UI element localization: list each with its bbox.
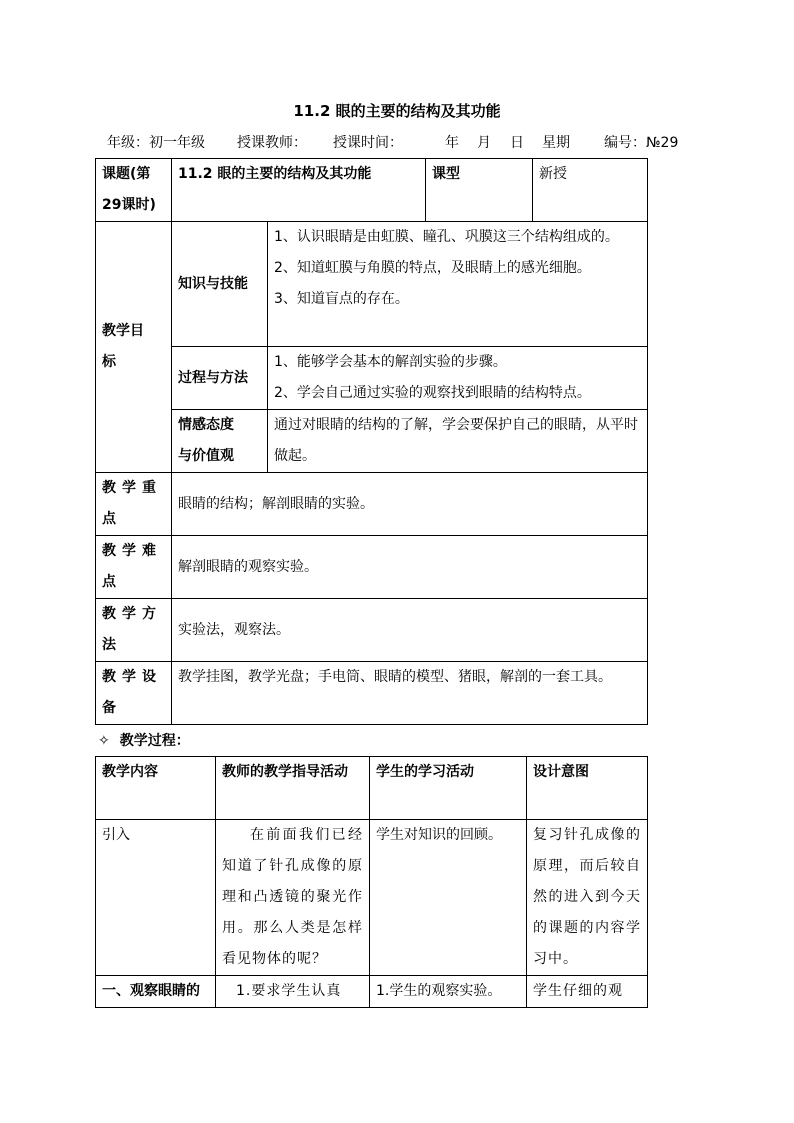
header-student: 学生的学习活动 <box>370 757 527 820</box>
type-label: 课型 <box>426 159 533 222</box>
grade: 年级：初一年级 <box>107 135 205 151</box>
lesson-info-table <box>95 158 648 725</box>
goals-label: 教学目标 <box>96 222 172 473</box>
difficulty-label: 教学难点 <box>96 536 172 599</box>
key-label: 教学重点 <box>96 473 172 536</box>
section-heading-text: 教学过程： <box>119 733 190 749</box>
header-teacher: 教师的教学指导活动 <box>216 757 370 820</box>
diamond-icon: ✧ <box>98 733 110 749</box>
topic-label: 课题(第29课时) <box>96 159 172 222</box>
page-title: 11.2 眼的主要的结构及其功能 <box>293 102 501 120</box>
month: 月 <box>477 135 491 151</box>
section-heading <box>98 730 190 750</box>
year: 年 <box>445 135 459 151</box>
teaching-process-table <box>95 756 648 1008</box>
knowledge-item: 2、知道虹膜与角膜的特点，及眼睛上的感光细胞。 <box>274 260 591 276</box>
topic-value: 11.2 眼的主要的结构及其功能 <box>172 159 426 222</box>
teacher: 授课教师： <box>237 135 307 151</box>
key-value: 眼睛的结构；解剖眼睛的实验。 <box>172 473 648 536</box>
emotion-label: 情感态度与价值观 <box>172 410 268 473</box>
knowledge-label: 知识与技能 <box>172 222 268 347</box>
row-student: 学生对知识的回顾。 <box>370 820 527 976</box>
day: 日 <box>510 135 524 151</box>
method-value: 实验法，观察法。 <box>172 599 648 662</box>
week: 星期 <box>542 135 570 151</box>
row-teacher: 在前面我们已经知道了针孔成像的原理和凸透镜的聚光作用。那么人类是怎样看见物体的呢？ <box>216 820 370 976</box>
knowledge-cell <box>268 222 648 347</box>
header-intent: 设计意图 <box>527 757 648 820</box>
process-item: 1、能够学会基本的解剖实验的步骤。 <box>274 354 507 370</box>
row-intent: 复习针孔成像的原理，而后较自然的进入到今天的课题的内容学习中。 <box>527 820 648 976</box>
row-content: 一、观察眼睛的 <box>96 976 216 1008</box>
row-student: 1.学生的观察实验。 <box>370 976 527 1008</box>
header-content: 教学内容 <box>96 757 216 820</box>
process-cell <box>268 347 648 410</box>
method-label: 教学方法 <box>96 599 172 662</box>
type-value: 新授 <box>533 159 648 222</box>
row-intent: 学生仔细的观 <box>527 976 648 1008</box>
knowledge-item: 3、知道盲点的存在。 <box>274 291 409 307</box>
lesson-number: 编号：№29 <box>604 135 679 151</box>
difficulty-value: 解剖眼睛的观察实验。 <box>172 536 648 599</box>
row-teacher: 1.要求学生认真 <box>216 976 370 1008</box>
row-content: 引入 <box>96 820 216 976</box>
emotion-value: 通过对眼睛的结构的了解，学会要保护自己的眼睛，从平时做起。 <box>268 410 648 473</box>
process-label: 过程与方法 <box>172 347 268 410</box>
equipment-value: 教学挂图，教学光盘；手电筒、眼睛的模型、猪眼，解剖的一套工具。 <box>172 662 648 725</box>
knowledge-item: 1、认识眼睛是由虹膜、瞳孔、巩膜这三个结构组成的。 <box>274 229 619 245</box>
process-item: 2、学会自己通过实验的观察找到眼睛的结构特点。 <box>274 385 591 401</box>
lesson-time: 授课时间： <box>333 135 403 151</box>
equipment-label: 教学设备 <box>96 662 172 725</box>
